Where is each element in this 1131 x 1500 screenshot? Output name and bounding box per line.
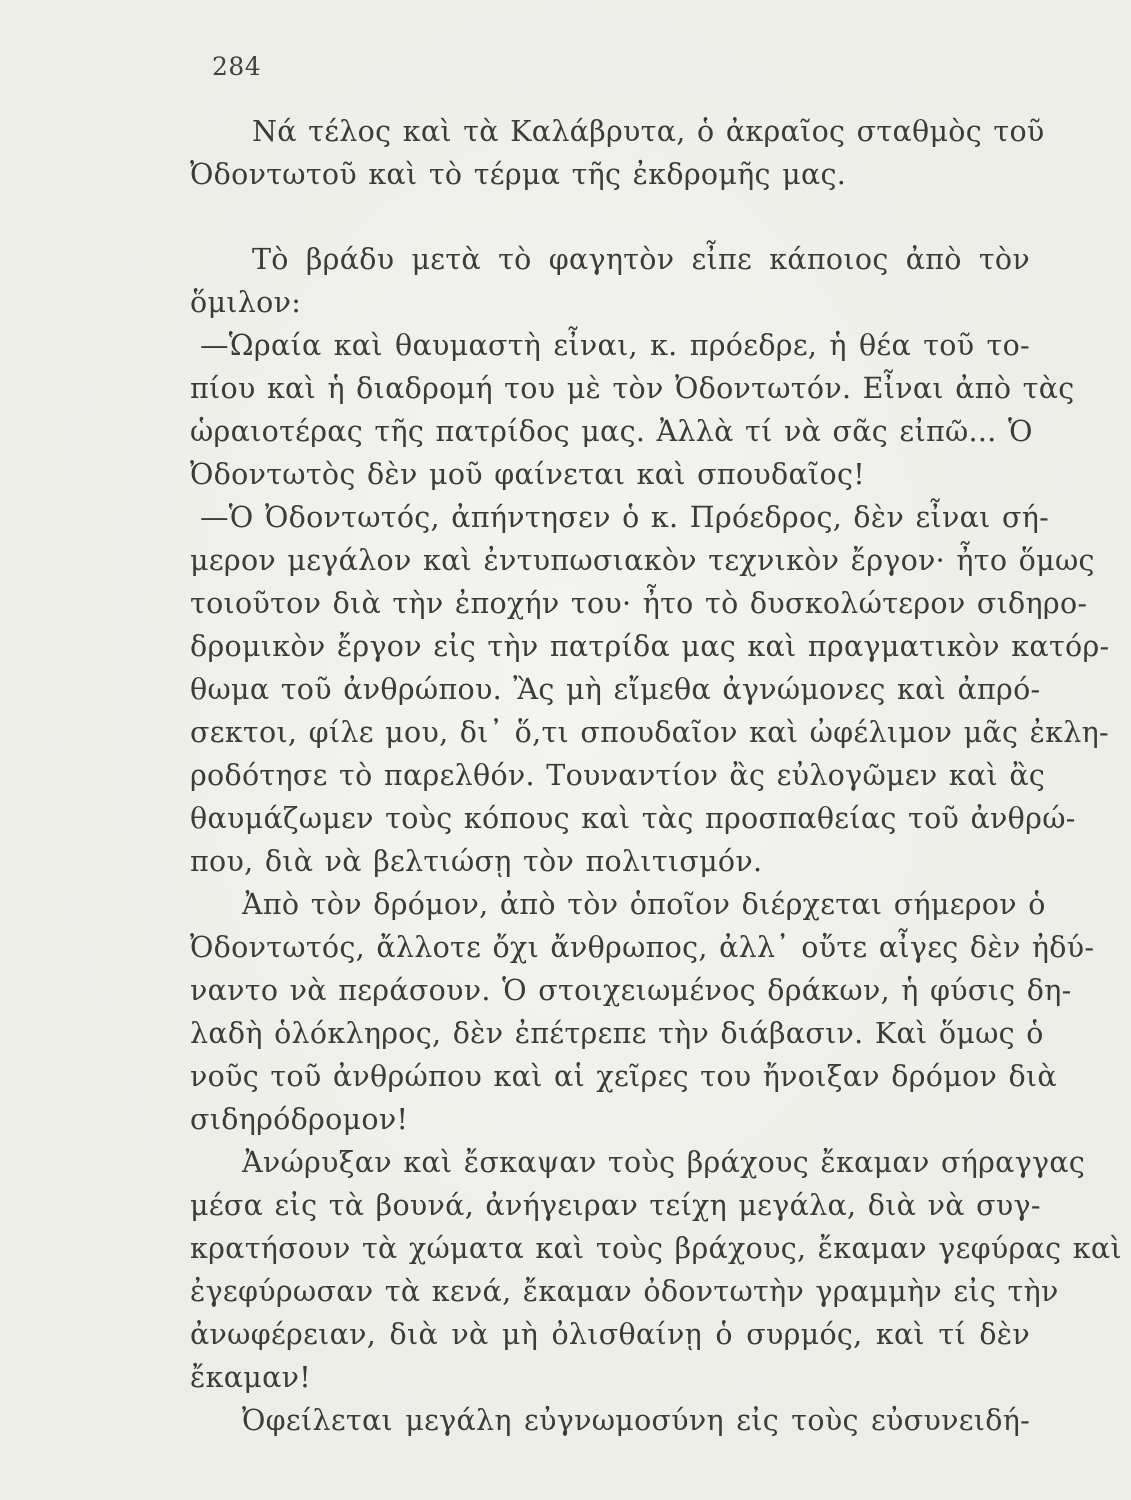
- text-line: δρομικὸν ἔργον εἰς τὴν πατρίδα μας καὶ πραγματικὸν κατόρ-: [190, 630, 1110, 663]
- text-line: Ὀδοντωτὸς δὲν μοῦ φαίνεται καὶ σπουδαῖος!: [190, 458, 865, 491]
- text-line: λαδὴ ὁλόκληρος, δὲν ἐπέτρεπε τὴν διάβασιν. Καὶ ὅμως ὁ: [190, 1017, 1044, 1050]
- text-line: Ὀδοντωτός, ἄλλοτε ὄχι ἄνθρωπος, ἀλλ᾽ οὔτε αἶγες δὲν ἠδύ-: [190, 931, 1095, 964]
- text-line: ναντο νὰ περάσουν. Ὁ στοιχειωμένος δράκων, ἡ φύσις δη-: [190, 974, 1072, 1007]
- text-line: ὡραιοτέρας τῆς πατρίδος μας. Ἀλλὰ τί νὰ σᾶς εἰπῶ... Ὁ: [190, 415, 1033, 448]
- text-line: ὅμιλον:: [190, 286, 302, 319]
- text-line: Νά τέλος καὶ τὰ Καλάβρυτα, ὁ ἀκραῖος σταθμὸς τοῦ: [252, 115, 1045, 148]
- text-line: μέσα εἰς τὰ βουνά, ἀνήγειραν τείχη μεγάλα, διὰ νὰ συγ-: [190, 1189, 1041, 1222]
- text-line: θωμα τοῦ ἀνθρώπου. Ἂς μὴ εἴμεθα ἀγνώμονες καὶ ἀπρό-: [190, 673, 1041, 706]
- text-line: Ἀπὸ τὸν δρόμον, ἀπὸ τὸν ὁποῖον διέρχεται σήμερον ὁ: [242, 888, 1046, 921]
- text-line: κρατήσουν τὰ χώματα καὶ τοὺς βράχους, ἔκαμαν γεφύρας καὶ: [190, 1232, 1122, 1265]
- text-line: ἔκαμαν!: [190, 1361, 311, 1394]
- text-line: σιδηρόδρομον!: [190, 1103, 409, 1136]
- text-line: Ἀνώρυξαν καὶ ἔσκαψαν τοὺς βράχους ἔκαμαν σήραγγας: [242, 1146, 1086, 1179]
- text-line: ροδότησε τὸ παρελθόν. Τουναντίον ἂς εὐλογῶμεν καὶ ἂς: [190, 759, 1046, 792]
- text-line: νοῦς τοῦ ἀνθρώπου καὶ αἱ χεῖρες του ἤνοιξαν δρόμον διὰ: [190, 1060, 1057, 1093]
- text-line: που, διὰ νὰ βελτιώσῃ τὸν πολιτισμόν.: [190, 845, 763, 878]
- text-line: Ὀδοντωτοῦ καὶ τὸ τέρμα τῆς ἐκδρομῆς μας.: [190, 158, 847, 191]
- page-number: 284: [212, 52, 262, 81]
- text-line: —Ὡραία καὶ θαυμαστὴ εἶναι, κ. πρόεδρε, ἡ θέα τοῦ το-: [200, 329, 1030, 362]
- text-line: σεκτοι, φίλε μου, δι᾽ ὅ,τι σπουδαῖον καὶ ὠφέλιμον μᾶς ἐκλη-: [190, 716, 1109, 749]
- text-line: —Ὁ Ὀδοντωτός, ἀπήντησεν ὁ κ. Πρόεδρος, δὲν εἶναι σή-: [200, 501, 1050, 534]
- text-line: πίου καὶ ἡ διαδρομή του μὲ τὸν Ὀδοντωτόν. Εἶναι ἀπὸ τὰς: [190, 372, 1075, 405]
- text-line: τοιοῦτον διὰ τὴν ἐποχήν του· ἦτο τὸ δυσκολώτερον σιδηρο-: [190, 587, 1088, 620]
- text-line: ἐγεφύρωσαν τὰ κενά, ἔκαμαν ὀδοντωτὴν γραμμὴν εἰς τὴν: [190, 1275, 1059, 1308]
- text-line: ἀνωφέρειαν, διὰ νὰ μὴ ὀλισθαίνῃ ὁ συρμός, καὶ τί δὲν: [190, 1318, 1030, 1351]
- text-line: θαυμάζωμεν τοὺς κόπους καὶ τὰς προσπαθείας τοῦ ἀνθρώ-: [190, 802, 1076, 835]
- text-line: Ὀφείλεται μεγάλη εὐγνωμοσύνη εἰς τοὺς εὐσυνειδή-: [242, 1404, 1030, 1437]
- text-line: μερον μεγάλον καὶ ἐντυπωσιακὸν τεχνικὸν ἔργον· ἦτο ὅμως: [190, 544, 1095, 577]
- text-line: Τὸ βράδυ μετὰ τὸ φαγητὸν εἶπε κάποιος ἀπὸ τὸν: [252, 243, 1030, 276]
